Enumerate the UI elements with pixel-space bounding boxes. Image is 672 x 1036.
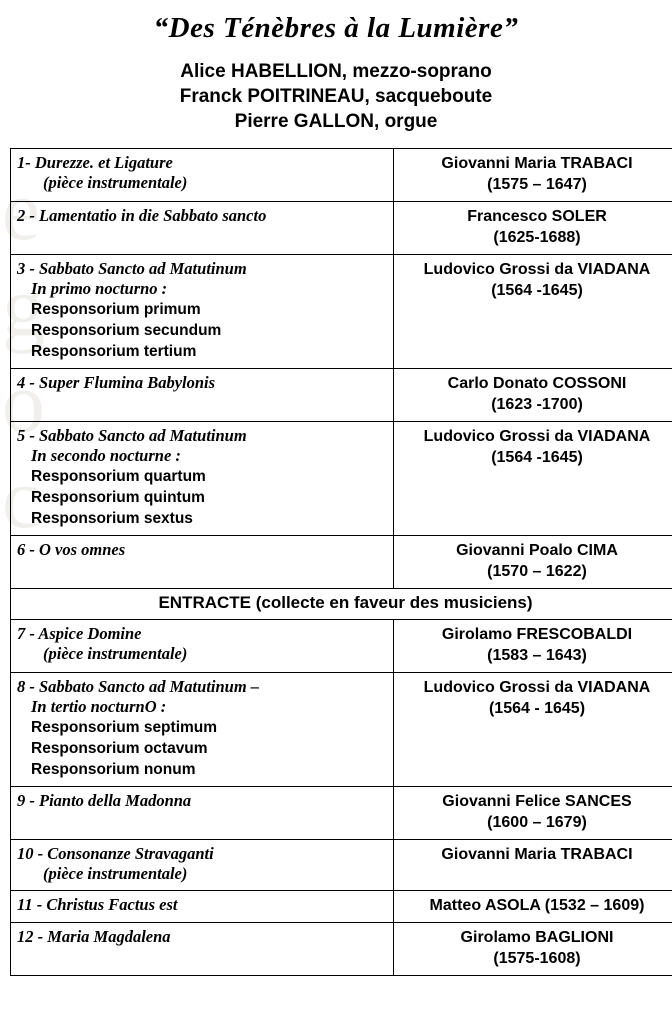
table-row: [11, 840, 672, 891]
work-title: 3 - Sabbato Sancto ad Matutinum: [17, 259, 247, 278]
work-cell: [11, 840, 394, 891]
composer-cell: [394, 787, 672, 840]
composer-cell: [394, 620, 672, 673]
work-title: 6 - O vos omnes: [17, 540, 125, 559]
table-row: [11, 620, 672, 673]
composer-dates: (1564 -1645): [400, 447, 672, 468]
work-title: 8 - Sabbato Sancto ad Matutinum –: [17, 677, 259, 696]
composer-dates: (1575-1608): [400, 948, 672, 969]
composer-dates: (1600 – 1679): [400, 812, 672, 833]
table-row: [11, 149, 672, 202]
responsorium-line: Responsorium septimum: [17, 717, 387, 738]
composer-dates: (1575 – 1647): [400, 174, 672, 195]
watermark-text: e g o c: [2, 162, 72, 546]
composer-name: Giovanni Maria TRABACI: [441, 155, 632, 172]
composer-dates: (1564 - 1645): [400, 698, 672, 719]
responsorium-line: Responsorium primum: [17, 299, 387, 320]
table-row: [11, 673, 672, 787]
responsorium-line: Responsorium quartum: [17, 466, 387, 487]
table-row: [11, 891, 672, 923]
work-note: (pièce instrumentale): [17, 644, 387, 664]
work-cell: [11, 787, 394, 840]
work-cell: [11, 673, 394, 787]
work-cell: [11, 891, 394, 923]
work-title: 10 - Consonanze Stravaganti: [17, 844, 214, 863]
composer-name: Ludovico Grossi da VIADANA: [424, 679, 651, 696]
composer-dates: (1570 – 1622): [400, 561, 672, 582]
composer-name: Ludovico Grossi da VIADANA: [424, 261, 651, 278]
composer-cell: [394, 422, 672, 536]
table-row: [11, 255, 672, 369]
program-page: [0, 12, 672, 976]
composer-cell: [394, 840, 672, 891]
composer-cell: [394, 149, 672, 202]
composer-cell: [394, 369, 672, 422]
work-cell: [11, 422, 394, 536]
work-note: (pièce instrumentale): [17, 173, 387, 193]
composer-name: Francesco SOLER: [467, 208, 607, 225]
work-title: 5 - Sabbato Sancto ad Matutinum: [17, 426, 247, 445]
performer-3: Pierre GALLON, orgue: [10, 109, 662, 134]
work-note: In tertio nocturnO :: [17, 697, 387, 717]
performer-1: Alice HABELLION, mezzo-soprano: [10, 59, 662, 84]
table-row: [11, 536, 672, 589]
entracte-row: [11, 589, 672, 620]
work-title: 7 - Aspice Domine: [17, 624, 142, 643]
composer-cell: [394, 923, 672, 976]
composer-name: Carlo Donato COSSONI: [448, 375, 627, 392]
composer-cell: [394, 255, 672, 369]
composer-name: Giovanni Maria TRABACI: [441, 846, 632, 863]
composer-dates: (1564 -1645): [400, 280, 672, 301]
work-cell: [11, 536, 394, 589]
responsorium-line: Responsorium nonum: [17, 759, 387, 780]
work-cell: [11, 369, 394, 422]
composer-name: Ludovico Grossi da VIADANA: [424, 428, 651, 445]
composer-cell: [394, 673, 672, 787]
composer-name: Girolamo BAGLIONI: [461, 929, 614, 946]
work-note: In secondo nocturne :: [17, 446, 387, 466]
work-cell: [11, 149, 394, 202]
composer-dates: (1625-1688): [400, 227, 672, 248]
composer-name: Girolamo FRESCOBALDI: [442, 626, 632, 643]
work-title: 2 - Lamentatio in die Sabbato sancto: [17, 206, 266, 225]
responsorium-line: Responsorium octavum: [17, 738, 387, 759]
work-title: 11 - Christus Factus est: [17, 895, 177, 914]
composer-cell: [394, 202, 672, 255]
work-cell: [11, 620, 394, 673]
work-title: 12 - Maria Magdalena: [17, 927, 171, 946]
performer-2: Franck POITRINEAU, sacqueboute: [10, 84, 662, 109]
performers-list: [10, 59, 662, 134]
program-table: [10, 148, 672, 976]
work-note: (pièce instrumentale): [17, 864, 387, 884]
work-note: In primo nocturno :: [17, 279, 387, 299]
composer-cell: [394, 536, 672, 589]
work-cell: [11, 923, 394, 976]
responsorium-line: Responsorium tertium: [17, 341, 387, 362]
table-row: [11, 202, 672, 255]
table-row: [11, 369, 672, 422]
work-cell: [11, 255, 394, 369]
table-row: [11, 422, 672, 536]
page-title: “Des Ténèbres à la Lumière”: [10, 12, 662, 45]
composer-cell: [394, 891, 672, 923]
responsorium-line: Responsorium quintum: [17, 487, 387, 508]
composer-name: Giovanni Poalo CIMA: [456, 542, 618, 559]
composer-name: Giovanni Felice SANCES: [442, 793, 631, 810]
entracte-label: ENTRACTE (collecte en faveur des musiciens): [11, 589, 672, 620]
composer-dates: (1583 – 1643): [400, 645, 672, 666]
work-title: 1- Durezze. et Ligature: [17, 153, 173, 172]
composer-dates: (1623 -1700): [400, 394, 672, 415]
responsorium-line: Responsorium secundum: [17, 320, 387, 341]
composer-name: Matteo ASOLA (1532 – 1609): [430, 897, 645, 914]
work-title: 4 - Super Flumina Babylonis: [17, 373, 215, 392]
work-cell: [11, 202, 394, 255]
table-row: [11, 923, 672, 976]
responsorium-line: Responsorium sextus: [17, 508, 387, 529]
work-title: 9 - Pianto della Madonna: [17, 791, 191, 810]
table-row: [11, 787, 672, 840]
